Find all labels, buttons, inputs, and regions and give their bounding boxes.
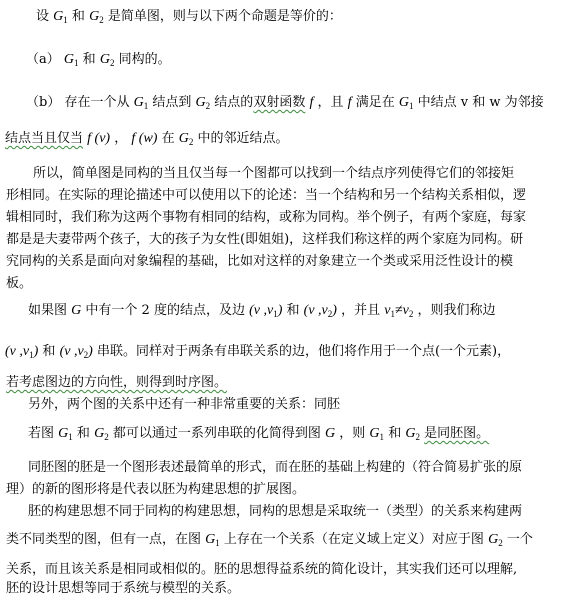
text-segment: （b） 存在一个从 [26,95,130,110]
paragraph-line: 关系，而且该关系是相同或相似的。胚的思想得益系统的简化设计，其实我们还可以理解, [6,562,518,577]
paragraph-4 [28,426,489,445]
text-segment: 是简单图，则与以下两个命题是等价的： [107,9,342,24]
text-segment: 和 [82,52,96,67]
text-segment: 一个 [506,532,533,547]
graph-symbol: $G_1$ [133,95,149,111]
graph-symbol: $G_1$ [53,9,68,25]
spellcheck-underlined-text: 双射函数 [253,95,306,110]
text-segment: ，且 [317,95,344,110]
paragraph-line: 胚的构建思想不同于同构的构建思想，同构的思想是采取统一（类型）的关系来构建两 [28,504,523,519]
text-segment: ，并且 [341,303,381,318]
text-segment: 中的邻近结点。 [197,131,289,146]
paragraph-2-line2 [5,344,510,363]
theorem-item-b-line2 [5,131,289,150]
text-segment: ，则我们称边 [417,303,496,318]
text-segment: 和 [71,9,85,24]
function-symbol: f [347,95,352,110]
edge-symbol: (v $,v_1$) [5,344,39,360]
paragraph-line: 究同构的关系是面向对象编程的基础，比如对这样的对象建立一个类或采用泛性设计的模 [6,254,514,269]
text-segment: ，则 [339,426,366,441]
graph-symbol: $G_2$ [94,426,109,442]
text-segment: 同构的。 [118,52,171,67]
text-segment: 中有一个 2 度的结点，及边 [85,303,245,318]
text-segment: 设 [36,9,50,24]
spellcheck-underlined-text: 是同胚图。 [424,426,490,441]
text-segment: 和 [388,426,402,441]
text-segment: 满足在 [355,95,395,110]
inequality-expression: $v_1\ne v_2$ [384,303,414,319]
function-value: f (v) [87,131,111,146]
text-segment: 如果图 [28,303,68,318]
text-segment: 结点的 [214,95,254,110]
paragraph-line: 形相同。在实际的理论描述中可以使用以下的论述：当一个结构和另一个结构关系相似，逻 [6,188,527,203]
graph-symbol: G [71,303,82,318]
paragraph-line: 都是是夫妻带两个孩子，大的孩子为女性(即姐姐)，这样我们称这样的两个家庭为同构。研 [6,232,524,247]
theorem-intro [36,9,342,28]
text-segment: 在 [161,131,175,146]
graph-symbol: $G_2$ [178,131,194,147]
graph-symbol: $G_2$ [89,9,104,25]
graph-symbol: $G_1$ [205,532,220,548]
edge-symbol: (v $,v_2$) [303,303,337,319]
text-segment: 和 [286,303,300,318]
text-segment: ， [114,131,128,146]
theorem-item-a [26,52,171,71]
paragraph-line: 板。 [6,276,33,291]
text-segment: 和 [42,344,56,359]
text-segment: 和 [76,426,90,441]
paragraph-6-line2 [6,532,533,551]
graph-symbol: $G_2$ [195,95,211,111]
text-segment: 类不同类型的图，但有一点，在图 [6,532,202,547]
paragraph-line: 所以，简单图是同构的当且仅当每一个图都可以找到一个结点序列使得它们的邻接矩 [33,166,515,181]
paragraph-line: 理）的新的图形将是代表以胚为构建思想的扩展图。 [6,482,306,497]
function-symbol: f [309,95,314,110]
graph-symbol: G [325,426,336,441]
edge-symbol: (v $,v_2$) [59,344,93,360]
text-segment: 若图 [28,426,55,441]
theorem-item-b-line1 [26,95,544,114]
graph-symbol: $G_1$ [58,426,73,442]
graph-symbol: $G_1$ [398,95,414,111]
edge-symbol: (v $,v_1$) [249,303,283,319]
paragraph-2-line3: 若考虑图边的方向性，则得到时序图。 [6,375,228,390]
text-segment: 串联。同样对于两条有串联关系的边，他们将作用于一个点(一个元素)， [96,344,511,359]
graph-symbol: $G_2$ [405,426,420,442]
text-segment: 中结点 v 和 w 为邻接 [417,95,544,110]
paragraph-3: 另外，两个图的关系中还有一种非常重要的关系：同胚 [28,397,341,412]
paragraph-line: 胚的设计思想等同于系统与模型的关系。 [6,581,241,596]
paragraph-line: 同胚图的胚是一个图形表述最简单的形式，而在胚的基础上构建的（符合简易扩张的原 [28,460,523,475]
graph-symbol: $G_2$ [99,52,115,68]
graph-symbol: $G_1$ [63,52,79,68]
graph-symbol: $G_2$ [488,532,503,548]
paragraph-line: 辑相同时，我们称为这两个事物有相同的结构，或称为同构。举个例子，有两个家庭，每家 [6,210,527,225]
text-segment: 结点到 [152,95,192,110]
paragraph-2-line1 [28,303,496,322]
text-segment: 都可以通过一系列串联的化简得到图 [112,426,321,441]
item-label: （a） [26,52,60,67]
function-value: f (w) [131,131,158,146]
spellcheck-underlined-text: 结点当且仅当 [5,131,84,146]
graph-symbol: $G_1$ [369,426,385,442]
text-segment: 上存在一个关系（在定义域上定义）对应于图 [223,532,484,547]
